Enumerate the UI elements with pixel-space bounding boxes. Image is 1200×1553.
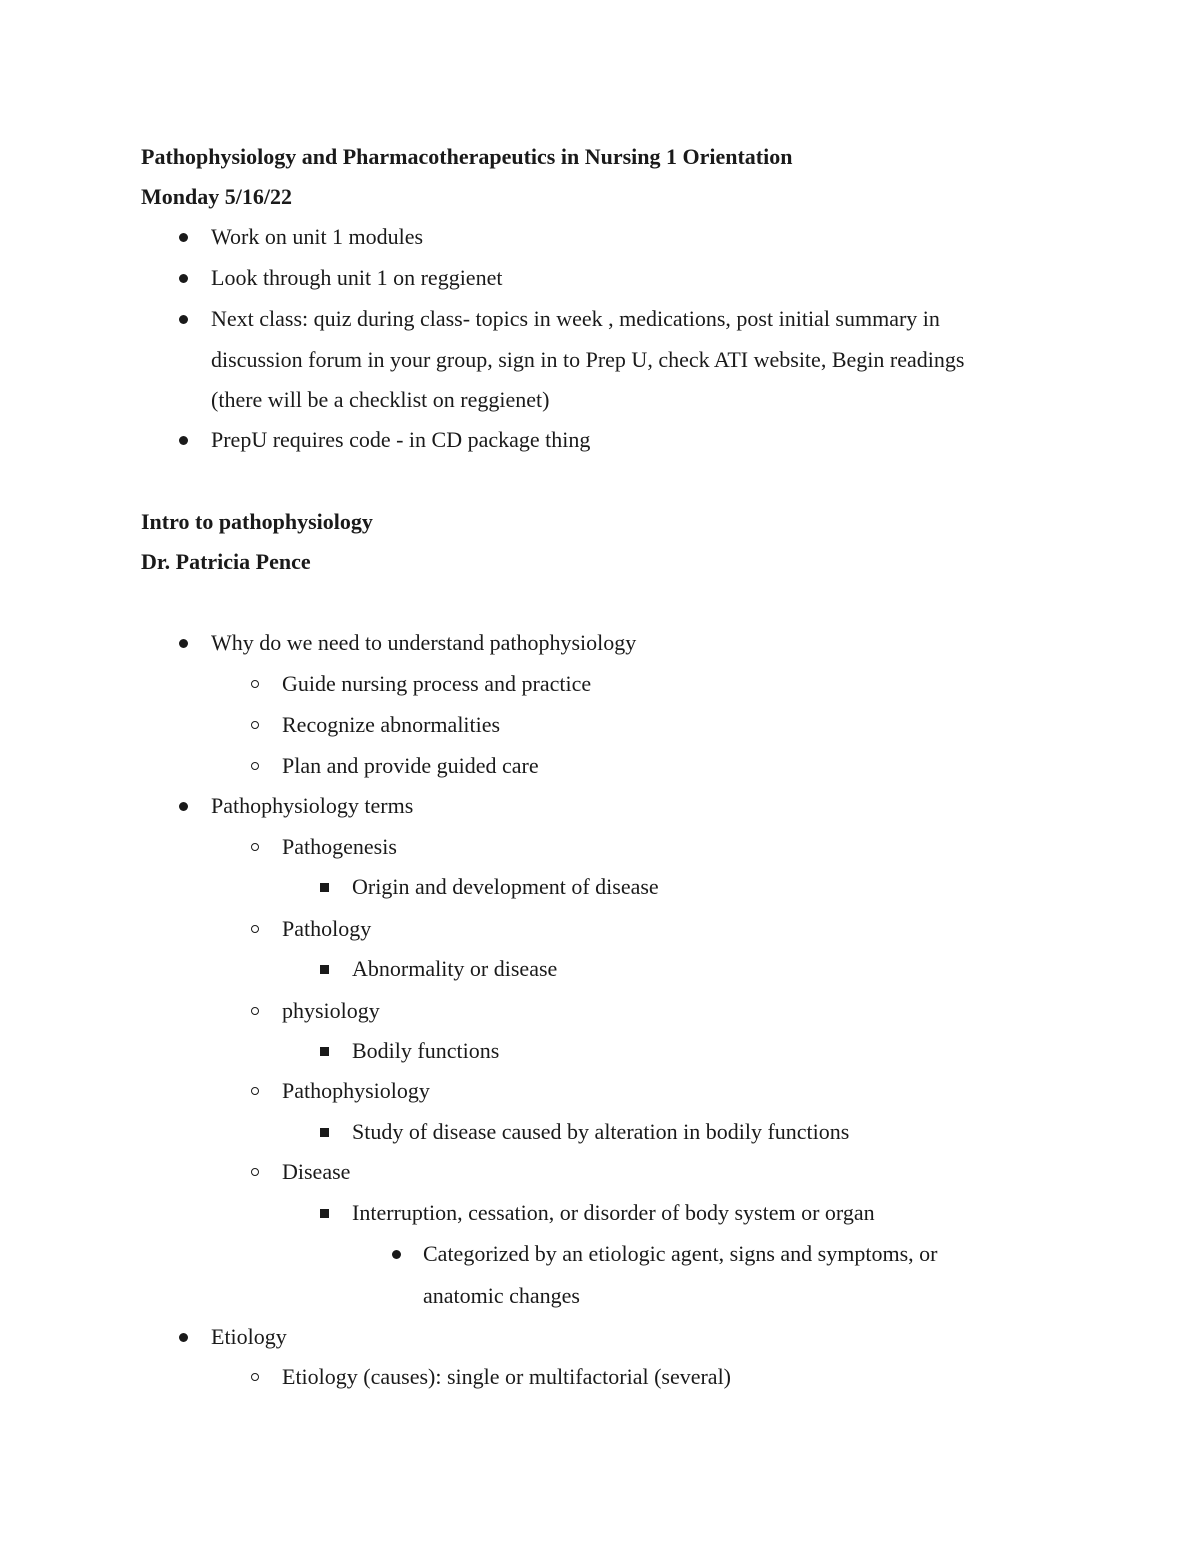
bullet-disc-icon — [392, 1250, 401, 1259]
bullet-disc-icon — [179, 436, 188, 445]
list-item-continuation: anatomic changes — [423, 1283, 580, 1308]
list-item: Work on unit 1 modules — [211, 224, 424, 249]
list-item: Pathology — [282, 916, 372, 941]
list-item: Pathogenesis — [282, 834, 397, 859]
list-item: Guide nursing process and practice — [282, 671, 592, 696]
bullet-disc-icon — [179, 315, 188, 324]
list-item: Pathophysiology — [282, 1078, 430, 1103]
bullet-square-icon — [320, 1047, 329, 1056]
list-item: Abnormality or disease — [352, 956, 558, 981]
bullet-disc-icon — [179, 1333, 188, 1342]
list-item: Plan and provide guided care — [282, 753, 539, 778]
list-item-continuation: (there will be a checklist on reggienet) — [211, 387, 550, 412]
bullet-disc-icon — [179, 233, 188, 242]
section-heading: Intro to pathophysiology — [141, 509, 373, 534]
bullet-square-icon — [320, 965, 329, 974]
list-item: Why do we need to understand pathophysiology — [211, 630, 637, 655]
list-item: Disease — [282, 1159, 351, 1184]
bullet-circle-icon — [251, 925, 259, 933]
document-title: Pathophysiology and Pharmacotherapeutics in Nursing 1 Orientation — [141, 144, 793, 169]
bullet-circle-icon — [251, 762, 259, 770]
list-item: Study of disease caused by alteration in bodily functions — [352, 1119, 850, 1144]
bullet-circle-icon — [251, 680, 259, 688]
bullet-disc-icon — [179, 802, 188, 811]
bullet-disc-icon — [179, 639, 188, 648]
bullet-square-icon — [320, 1128, 329, 1137]
bullet-disc-icon — [179, 274, 188, 283]
list-item: Pathophysiology terms — [211, 793, 414, 818]
list-item: PrepU requires code - in CD package thing — [211, 427, 591, 452]
list-item: Categorized by an etiologic agent, signs and symptoms, or — [423, 1241, 938, 1266]
bullet-circle-icon — [251, 843, 259, 851]
list-item: Look through unit 1 on reggienet — [211, 265, 503, 290]
list-item: Origin and development of disease — [352, 874, 659, 899]
list-item: Bodily functions — [352, 1038, 500, 1063]
list-item: Next class: quiz during class- topics in week , medications, post initial summary in — [211, 306, 940, 331]
list-item: Recognize abnormalities — [282, 712, 501, 737]
bullet-circle-icon — [251, 1373, 259, 1381]
bullet-square-icon — [320, 1209, 329, 1218]
list-item: Etiology (causes): single or multifactorial (several) — [282, 1364, 732, 1389]
list-item: Interruption, cessation, or disorder of body system or organ — [352, 1200, 875, 1225]
date-heading: Monday 5/16/22 — [141, 184, 292, 209]
list-item-continuation: discussion forum in your group, sign in to Prep U, check ATI website, Begin readings — [211, 347, 965, 372]
bullet-circle-icon — [251, 721, 259, 729]
bullet-circle-icon — [251, 1168, 259, 1176]
author-heading: Dr. Patricia Pence — [141, 549, 311, 574]
list-item: Etiology — [211, 1324, 287, 1349]
bullet-circle-icon — [251, 1007, 259, 1015]
bullet-square-icon — [320, 883, 329, 892]
list-item: physiology — [282, 998, 380, 1023]
bullet-circle-icon — [251, 1087, 259, 1095]
